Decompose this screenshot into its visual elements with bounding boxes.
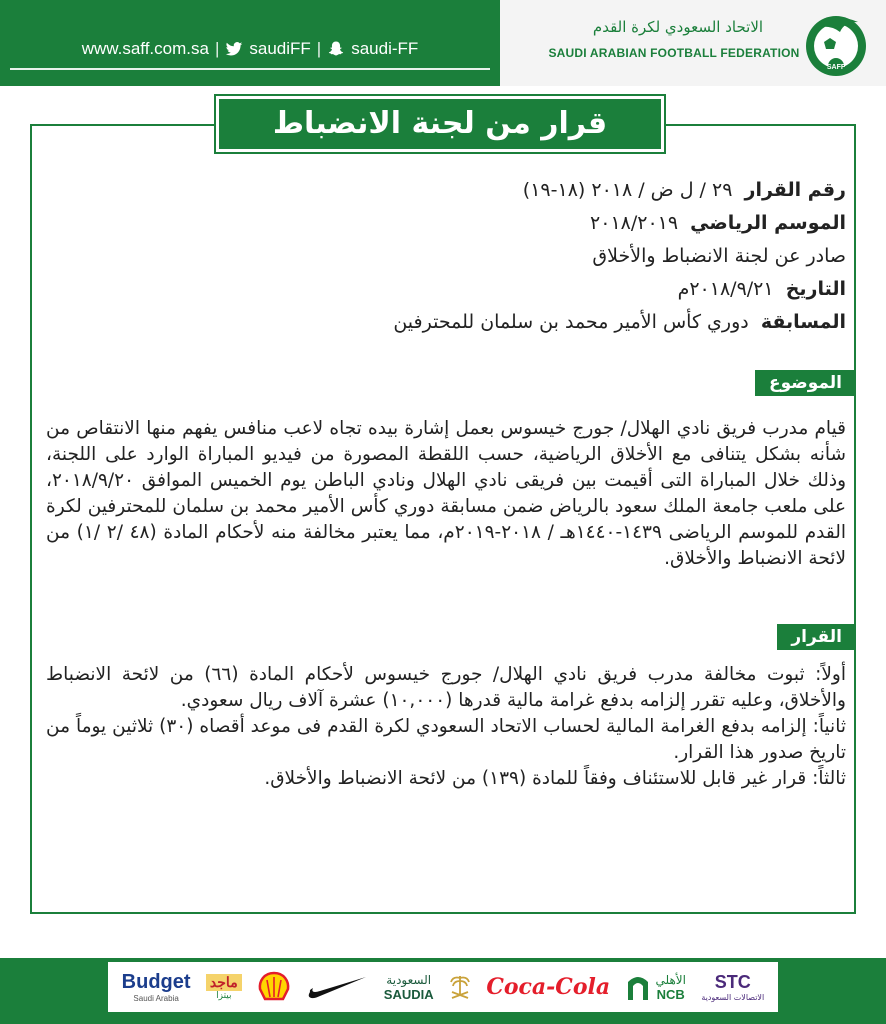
nike-swoosh-icon — [306, 974, 368, 1000]
twitter-handle[interactable]: saudiFF — [249, 39, 311, 58]
header-logo-area — [500, 0, 886, 86]
sponsor-stc: STC الاتصالات السعودية — [701, 972, 765, 1002]
snapchat-icon — [327, 40, 345, 58]
decision-item-3: ثالثاً: قرار غير قابل للاستئناف وفقاً للمادة (١٣٩) من لائحة الانضباط والأخلاق. — [264, 768, 846, 789]
emblem-text: SAFF — [826, 64, 846, 71]
subject-text: قيام مدرب فريق نادي الهلال/ جورج خيسوس بعمل إشارة بيده تجاه لاعب منافس يفهم منها الانتقاص من شأنه بشكل يتنافى مع الأخلاق الرياضية، حسب اللقطة المصورة من فيديو المباراة الوارد على اللجنة، وذلك خلال المباراة التى أقيمت بين فريقى نادي الهلال ونادي الباطن يوم الخميس الموافق ٢٠١٨/٩/٢٠، على ملعب جامعة الملك سعود بالرياض ضمن مسابقة دوري كأس الأمير محمد بن سلمان للمحترفين لكرة القدم للموسم الرياضى ١٤٣٩-١٤٤٠هـ / ٢٠١٨-٢٠١٩م، مما يعتبر مخالفة منه لأحكام المادة (٤٨ /٢ /١) من لائحة الانضباط والأخلاق. — [46, 418, 846, 569]
decision-item-2: ثانياً: إلزامه بدفع الغرامة المالية لحساب الاتحاد السعودي لكرة القدم فى موعد أقصاه (٣٠) ثلاثين يوماً من تاريخ صدور هذا القرار. — [46, 716, 846, 763]
sponsor-nike — [306, 964, 368, 1010]
sponsor-ahli-ncb: الأهلي NCB — [625, 964, 685, 1010]
sponsor-palm-emblem — [449, 964, 471, 1010]
snapchat-handle[interactable]: saudi-FF — [351, 39, 419, 58]
decision-text — [46, 662, 846, 792]
sponsor-pizza: ماجد بيتزا — [206, 964, 242, 1010]
sponsor-saudia: السعودية SAUDIA — [383, 972, 434, 1002]
contact-links: www.saff.com.sa | saudiFF | saudi-FF — [81, 39, 419, 58]
decision-label: القرار — [777, 624, 856, 650]
header-contact-band — [0, 0, 500, 86]
subject-label: الموضوع — [755, 370, 856, 396]
website-link[interactable]: www.saff.com.sa — [81, 39, 209, 58]
header — [0, 0, 886, 86]
org-name-arabic: الاتحاد السعودي لكرة القدم — [592, 18, 764, 36]
ncb-arch-icon — [625, 972, 651, 1002]
sponsor-strip — [108, 962, 778, 1012]
sponsor-shell — [257, 964, 291, 1010]
page-title: قرار من لجنة الانضباط والأخلاق — [216, 96, 664, 152]
meta-competition: المسابقة دوري كأس الأمير محمد بن سلمان للمحترفين — [393, 311, 846, 333]
decision-item-1: أولاً: ثبوت مخالفة مدرب فريق نادي الهلال/ جورج خيسوس لأحكام المادة (٦٦) من لائحة الانضباط والأخلاق، وعليه تقرر إلزامه بدفع غرامة مالية قدرها (١٠,٠٠٠) عشرة آلاف ريال سعودي. — [46, 664, 847, 711]
meta-date: التاريخ ٢٠١٨/٩/٢١م — [677, 278, 846, 300]
meta-decision-number: رقم القرار ٢٩ / ل ض / ٢٠١٨ (١٨-١٩) — [522, 179, 846, 201]
meta-season: الموسم الرياضي ٢٠١٨/٢٠١٩ — [590, 212, 846, 234]
shell-logo-icon — [257, 971, 291, 1003]
saff-emblem-icon — [800, 8, 872, 80]
sponsor-budget: Budget Saudi Arabia — [121, 971, 191, 1003]
palm-emblem-icon — [449, 972, 471, 1002]
sponsor-coca-cola: Coca-Cola — [486, 974, 611, 1000]
org-name-english: SAUDI ARABIAN FOOTBALL FEDERATION — [548, 46, 800, 60]
header-divider — [10, 68, 490, 70]
meta-issuer: صادر عن لجنة الانضباط والأخلاق — [592, 245, 846, 267]
twitter-icon — [225, 40, 243, 58]
